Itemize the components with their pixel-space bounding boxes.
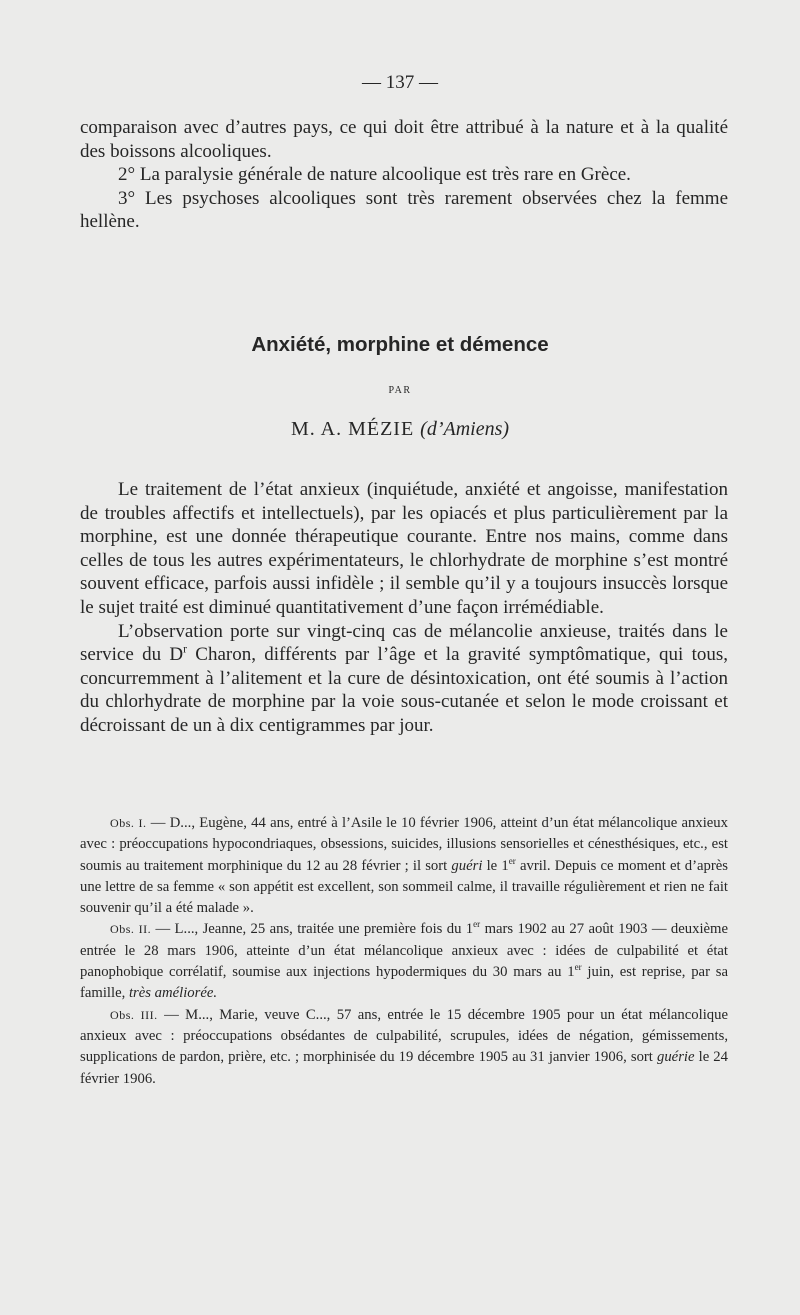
obs-1-text-c: avril. Depuis ce moment et d’après une lettre de sa femme « son appétit est excellent, son sommeil calme, il travaille régulièrement et rien ne fait souvenir qu’il a été malade ». (80, 857, 728, 917)
obs-1-cured: guéri (451, 857, 483, 874)
obs-3-label: Obs. III. (110, 1007, 158, 1022)
observation-1 (80, 813, 728, 919)
article-author (0, 418, 800, 441)
obs-2-label: Obs. II. (110, 922, 152, 937)
article-body (80, 478, 728, 738)
article-by: PAR (388, 385, 412, 396)
body-p2-text-a: L’observation porte sur vingt-cinq cas de mélancolie anxieuse, traités dans le service du D (80, 620, 728, 666)
obs-1-text-b: le 1 (482, 857, 509, 874)
article-title: Anxiété, morphine et démence (251, 333, 549, 356)
obs-2-improved: très améliorée. (128, 985, 218, 1002)
obs-1-text-a: — D..., Eugène, 44 ans, entré à l’Asile le 10 février 1906, atteint d’un état mélancolique anxieux avec : préoccupations hypocondriaques, obsessions, suicides, illusions sensorielles et cénesthésiques, etc., est soumis au traitement morphinique du 12 au 28 février ; il sort (80, 815, 728, 874)
body-p2-text-b: Charon, différents par l’âge et la gravité symptômatique, qui tous, concurremment à l’alitement et la cure de désintoxication, ont été soumis à l’action du chlorhydrate de morphine par la voie sous-cutanée et selon le mode croissant et décroissant de un à dix centigrammes par jour. (80, 644, 728, 736)
body-paragraph-2 (80, 620, 728, 738)
obs-2-text-a: — L..., Jeanne, 25 ans, traitée une première fois du 1 (151, 921, 474, 938)
top-text (80, 116, 728, 234)
observations (80, 813, 728, 1090)
obs-1-label: Obs. I. (110, 816, 147, 830)
author-name: M. A. MÉZIE (290, 418, 415, 440)
observation-2 (80, 919, 728, 1004)
obs-2-text-b: mars 1902 au 27 août 1903 — deuxième entrée le 28 mars 1906, atteinte d’un état mélancolique anxieux avec : idées de culpabilité et état panophobique corrélatif, soumise aux injections hypodermiques du 30 mars au 1 (80, 921, 728, 981)
body-paragraph-1: Le traitement de l’état anxieux (inquiétude, anxiété et angoisse, manifestation de troubles affectifs et intellectuels), par les opiacés et plus particulièrement par la morphine, est une donnée thérapeutique courante. Entre nos mains, comme dans celles de tous les autres expérimentateurs, le chlorhydrate de morphine s’est montré souvent efficace, parfois aussi infidèle ; il semble qu’il y a toujours insuccès lorsque le sujet traité est diminué quantitativement d’une façon irrémédiable. (80, 479, 728, 618)
obs-1-sup: er (508, 855, 516, 866)
obs-2-sup-1: er (473, 919, 481, 930)
page-number: — 137 — (362, 72, 438, 93)
obs-3-text-b: le 24 février 1906. (80, 1049, 728, 1087)
obs-2-sup-2: er (574, 962, 582, 973)
body-p2-sup: r (183, 642, 188, 656)
obs-3-cured: guérie (656, 1049, 695, 1066)
obs-3-text-a: — M..., Marie, veuve C..., 57 ans, entrée le 15 décembre 1905 pour un état mélancolique anxieux avec : préoccupations obsédantes de culpabilité, scrupules, idées de négation, gémissements, supplications de pardon, prière, etc. ; morphinisée du 19 décembre 1905 au 31 janvier 1906, sort (80, 1006, 728, 1066)
observation-3 (80, 1005, 728, 1090)
top-paragraph-2: 2° La paralysie générale de nature alcoolique est très rare en Grèce. (118, 164, 631, 186)
top-paragraph-1: comparaison avec d’autres pays, ce qui doit être attribué à la nature et à la qualité des boissons alcooliques. (80, 117, 728, 162)
obs-2-text-c: juin, est reprise, par sa famille, (80, 964, 728, 1002)
top-paragraph-3: 3° Les psychoses alcooliques sont très rarement observées chez la femme hellène. (80, 187, 728, 233)
author-place: (d’Amiens) (420, 418, 510, 440)
